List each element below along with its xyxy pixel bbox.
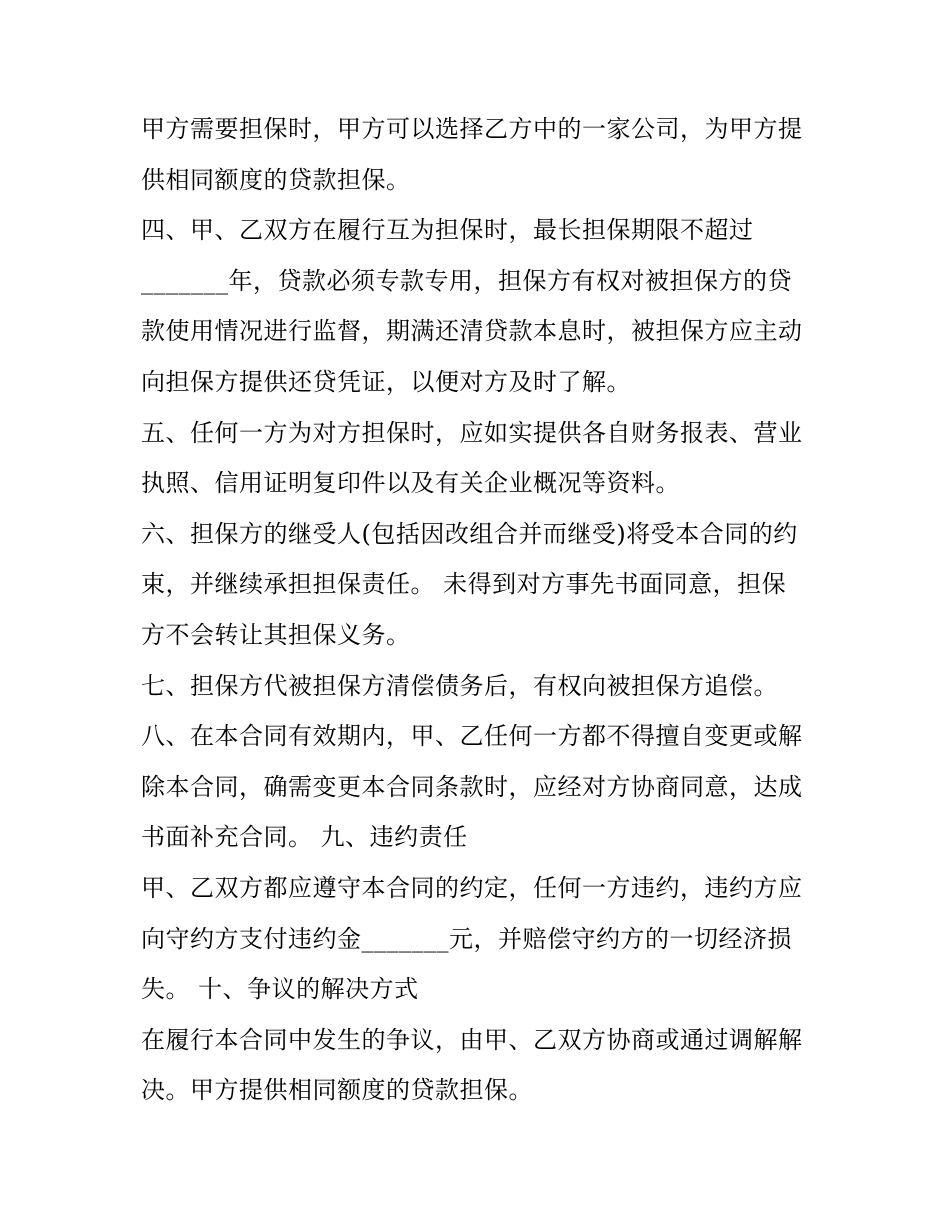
text-line: 四、甲、乙双方在履行互为担保时，最长担保期限不超过 (141, 216, 754, 244)
text-line: 决。甲方提供相同额度的贷款担保。 (141, 1076, 533, 1104)
text-line: 向担保方提供还贷凭证，以便对方及时了解。 (141, 368, 631, 396)
text-line: 失。 十、争议的解决方式 (141, 975, 419, 1003)
text-line: 五、任何一方为对方担保时，应如实提供各自财务报表、营业 (141, 419, 803, 447)
text-line: 甲方需要担保时，甲方可以选择乙方中的一家公司，为甲方提 (141, 115, 803, 143)
text-line: 供相同额度的贷款担保。 (141, 166, 411, 194)
text-line: 除本合同，确需变更本合同条款时，应经对方协商同意，达成 (141, 773, 803, 801)
text-line: 向守约方支付违约金_______元，并赔偿守约方的一切经济损 (141, 925, 792, 953)
text-line: 款使用情况进行监督，期满还清贷款本息时，被担保方应主动 (141, 317, 803, 345)
text-line: _______年，贷款必须专款专用，担保方有权对被担保方的贷 (141, 267, 792, 295)
text-line: 六、担保方的继受人(包括因改组合并而继受)将受本合同的约 (141, 520, 798, 548)
text-line: 七、担保方代被担保方清偿债务后，有权向被担保方追偿。 (141, 672, 778, 700)
text-line: 八、在本合同有效期内，甲、乙任何一方都不得擅自变更或解 (141, 722, 803, 750)
text-line: 甲、乙双方都应遵守本合同的约定，任何一方违约，违约方应 (141, 874, 803, 902)
text-line: 在履行本合同中发生的争议，由甲、乙双方协商或通过调解解 (141, 1026, 803, 1054)
text-line: 方不会转让其担保义务。 (141, 621, 411, 649)
text-line: 束，并继续承担担保责任。 未得到对方事先书面同意，担保 (141, 570, 787, 598)
text-line: 书面补充合同。 九、违约责任 (141, 823, 468, 851)
text-line: 执照、信用证明复印件以及有关企业概况等资料。 (141, 469, 680, 497)
